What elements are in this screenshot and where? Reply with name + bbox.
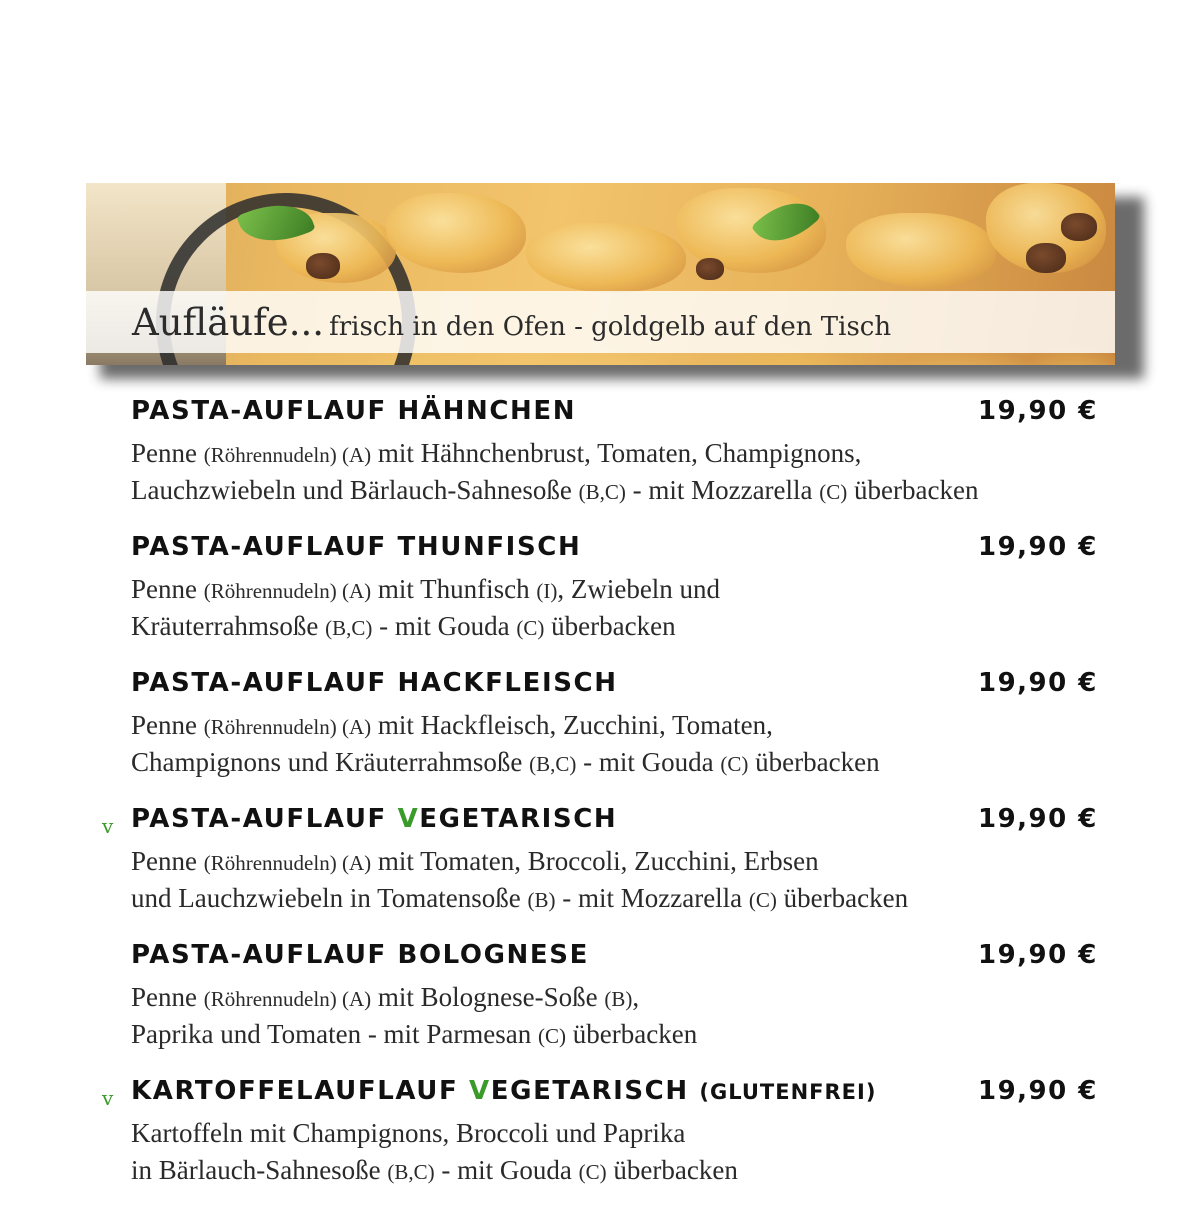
description-text: - mit Mozzarella	[555, 883, 749, 913]
description-text: überbacken	[606, 1155, 738, 1185]
allergen-code: (B,C)	[325, 616, 373, 640]
menu-item-description-line	[131, 1118, 685, 1149]
menu-item-description-line	[131, 1155, 738, 1186]
description-text: überbacken	[776, 883, 909, 913]
allergen-code: (B)	[527, 888, 556, 912]
description-text: Penne	[131, 982, 204, 1012]
menu-item	[0, 668, 1200, 798]
menu-item-price: 19,90 €	[978, 532, 1098, 562]
menu-item-description-line	[131, 846, 819, 877]
description-text: - mit Gouda	[576, 747, 721, 777]
banner-photo-pasta	[386, 193, 526, 273]
banner-subtitle: frisch in den Ofen - goldgelb auf den Tisch	[329, 312, 892, 342]
allergen-code: (C)	[578, 1160, 607, 1184]
menu-item-description-line	[131, 747, 880, 778]
description-text: mit Bolognese-Soße	[371, 982, 605, 1012]
menu-item-description-line	[131, 883, 908, 914]
allergen-code: (Röhrennudeln) (A)	[203, 443, 372, 467]
menu-item-description-line	[131, 611, 676, 642]
menu-item-title: PASTA-AUFLAUF THUNFISCH	[131, 532, 582, 562]
menu-item-description-line	[131, 710, 773, 741]
description-text: Penne	[131, 574, 204, 604]
allergen-code: (C)	[516, 616, 545, 640]
description-text: überbacken	[847, 475, 979, 505]
header-banner	[86, 183, 1115, 365]
description-text: in Bärlauch-Sahnesoße	[131, 1155, 388, 1185]
description-text: - mit Gouda	[434, 1155, 579, 1185]
menu-item-title-part: KARTOFFELAUFLAUF	[131, 1076, 470, 1106]
banner-photo-meat	[696, 258, 724, 280]
menu-item-price: 19,90 €	[978, 1076, 1098, 1106]
banner-photo-pasta	[526, 223, 686, 293]
menu-item	[0, 396, 1200, 526]
vegetarian-mark-icon: v	[102, 814, 114, 838]
menu-item-description-line	[131, 438, 861, 469]
description-text: Champignons und Kräuterrahmsoße	[131, 747, 530, 777]
menu-item-description-line	[131, 475, 978, 506]
menu-item	[0, 804, 1200, 934]
menu-item-description-line	[131, 574, 720, 605]
menu-item-title-veg-letter: V	[469, 1076, 491, 1106]
menu-item	[0, 940, 1200, 1070]
allergen-code: (B,C)	[529, 752, 577, 776]
description-text: mit Thunfisch	[371, 574, 537, 604]
allergen-code: (C)	[819, 480, 848, 504]
allergen-code: (C)	[538, 1024, 567, 1048]
menu-item-price: 19,90 €	[978, 668, 1098, 698]
menu-item-description-line	[131, 982, 639, 1013]
description-text: Lauchzwiebeln und Bärlauch-Sahnesoße	[131, 475, 579, 505]
description-text: und Lauchzwiebeln in Tomatensoße	[131, 883, 528, 913]
menu-item	[0, 532, 1200, 662]
banner-photo-meat	[1026, 243, 1066, 273]
allergen-code: (I)	[536, 579, 558, 603]
description-text: Penne	[131, 438, 204, 468]
menu-item-price: 19,90 €	[978, 396, 1098, 426]
banner-photo-pasta	[846, 213, 996, 288]
description-text: - mit Gouda	[372, 611, 517, 641]
description-text: ,	[632, 982, 640, 1012]
banner-caption	[132, 301, 891, 344]
description-text: Kartoffeln mit Champignons, Broccoli und Paprika	[131, 1118, 686, 1148]
allergen-code: (Röhrennudeln) (A)	[203, 851, 372, 875]
banner-title: Aufläufe...	[132, 301, 324, 344]
description-text: mit Hähnchenbrust, Tomaten, Champignons,	[371, 438, 862, 468]
menu-item-title: PASTA-AUFLAUF HACKFLEISCH	[131, 668, 618, 698]
menu-item-price: 19,90 €	[978, 804, 1098, 834]
menu-item-title-veg-letter: V	[397, 804, 420, 834]
description-text: Penne	[131, 710, 204, 740]
allergen-code: (Röhrennudeln) (A)	[203, 715, 372, 739]
menu-item-title-part: PASTA-AUFLAUF	[131, 804, 398, 834]
description-text: - mit Mozzarella	[625, 475, 820, 505]
description-text: Kräuterrahmsoße	[131, 611, 326, 641]
menu-item-title	[131, 1076, 876, 1106]
allergen-code: (B,C)	[578, 480, 626, 504]
banner-photo-meat	[306, 253, 340, 279]
vegetarian-mark-icon: v	[102, 1086, 114, 1110]
description-text: überbacken	[544, 611, 676, 641]
allergen-code: (C)	[748, 888, 777, 912]
menu-item-title: PASTA-AUFLAUF BOLOGNESE	[131, 940, 589, 970]
description-text: Paprika und Tomaten - mit Parmesan	[131, 1019, 539, 1049]
description-text: mit Hackfleisch, Zucchini, Tomaten,	[371, 710, 773, 740]
allergen-code: (C)	[720, 752, 749, 776]
description-text: , Zwiebeln und	[557, 574, 721, 604]
allergen-code: (Röhrennudeln) (A)	[203, 579, 372, 603]
banner-photo-meat	[1061, 213, 1097, 241]
allergen-code: (B)	[604, 987, 633, 1011]
menu-item-description-line	[131, 1019, 697, 1050]
description-text: mit Tomaten, Broccoli, Zucchini, Erbsen	[371, 846, 819, 876]
menu-item-title-part: EGETARISCH	[490, 1076, 700, 1106]
menu-item-title	[131, 804, 617, 834]
menu-item-price: 19,90 €	[978, 940, 1098, 970]
description-text: überbacken	[748, 747, 880, 777]
allergen-code: (B,C)	[387, 1160, 435, 1184]
menu-item-title-part: EGETARISCH	[419, 804, 618, 834]
menu-item	[0, 1076, 1200, 1206]
allergen-code: (Röhrennudeln) (A)	[203, 987, 372, 1011]
menu-item-title-note: (GLUTENFREI)	[699, 1080, 877, 1104]
menu-item-title: PASTA-AUFLAUF HÄHNCHEN	[131, 396, 577, 426]
description-text: Penne	[131, 846, 204, 876]
description-text: überbacken	[566, 1019, 698, 1049]
